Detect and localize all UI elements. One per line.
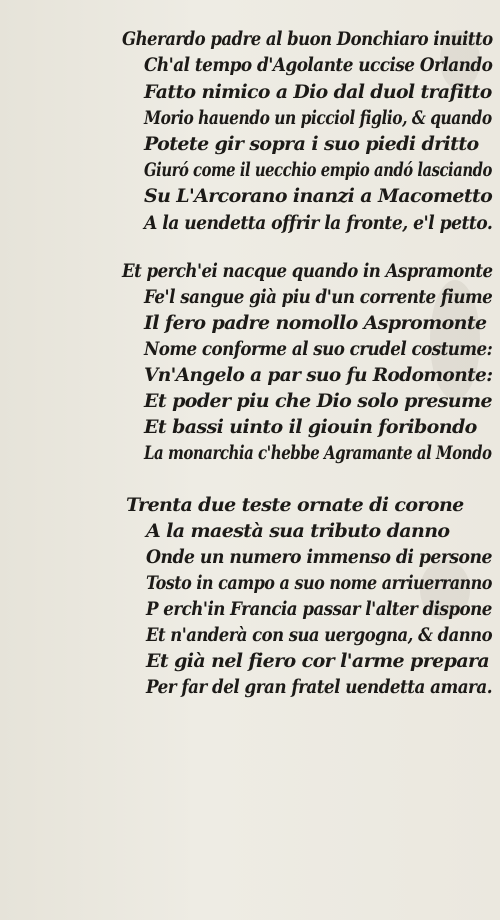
verse-line: Giuró come il uecchio empio andó lasciando (144, 159, 492, 181)
verse-line: Su L'Arcorano inanzi a Macometto (144, 185, 493, 207)
verse-line: Trenta due teste ornate di corone (126, 494, 464, 516)
verse-line: Gherardo padre al buon Donchiaro inuitto (122, 28, 493, 50)
verse-line: Fe'l sangue già piu d'un corrente fiume (144, 286, 493, 308)
verse-line: Et già nel fiero cor l'arme prepara (146, 650, 490, 672)
verse-line: La monarchia c'hebbe Agramante al Mondo (144, 442, 492, 464)
verse-line: P erch'in Francia passar l'alter dispone (146, 598, 492, 620)
verse-line: Et perch'ei nacque quando in Aspramonte (122, 260, 493, 282)
verse-line: Morio hauendo un picciol figlio, & quando (144, 107, 492, 129)
verse-line: Per far del gran fratel uendetta amara. (146, 676, 493, 698)
verse-line: Vn'Angelo a par suo fu Rodomonte: (144, 364, 493, 386)
verse-line: A la maestà sua tributo danno (146, 520, 450, 542)
verse-line: Fatto nimico a Dio dal duol trafitto (144, 81, 492, 103)
verse-line: Potete gir sopra i suo piedi dritto (144, 133, 479, 155)
verse-line: Ch'al tempo d'Agolante uccise Orlando (144, 54, 493, 76)
verse-line: Il fero padre nomollo Aspromonte (144, 312, 487, 334)
verse-line: Et bassi uinto il giouin foribondo (144, 416, 477, 438)
verse-line: Et n'anderà con sua uergogna, & danno (146, 624, 493, 646)
verse-line: A la uendetta offrir la fronte, e'l petto. (144, 212, 493, 234)
verse-line: Nome conforme al suo crudel costume: (144, 338, 493, 360)
verse-line: Onde un numero immenso di persone (146, 546, 492, 568)
verse-line: Et poder piu che Dio solo presume (144, 390, 492, 412)
verse-line: Tosto in campo a suo nome arriuerranno (146, 572, 492, 594)
